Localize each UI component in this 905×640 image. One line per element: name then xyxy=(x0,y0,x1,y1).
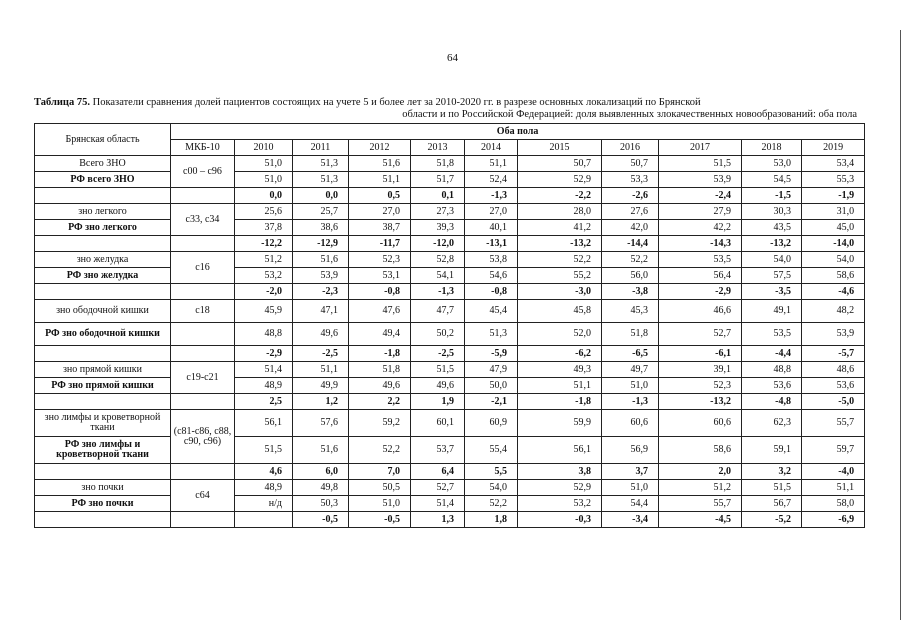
rf-value-cell: 57,5 xyxy=(742,268,802,284)
difference-value-cell: -2,0 xyxy=(235,284,293,300)
region-value-cell: 47,9 xyxy=(465,362,518,378)
difference-value-cell: -6,5 xyxy=(602,346,659,362)
region-value-cell: 31,0 xyxy=(802,204,865,220)
region-value-cell: 50,7 xyxy=(518,156,602,172)
rf-value-cell: 55,7 xyxy=(659,496,742,512)
table-row-difference xyxy=(35,346,865,362)
difference-value-cell: -1,5 xyxy=(742,188,802,204)
difference-value-cell: 1,2 xyxy=(293,394,349,410)
difference-value-cell: -12,9 xyxy=(293,236,349,252)
difference-value-cell: -0,3 xyxy=(518,512,602,528)
table-row-rf xyxy=(35,268,865,284)
difference-value-cell: -11,7 xyxy=(349,236,411,252)
difference-value-cell: -12,2 xyxy=(235,236,293,252)
region-value-cell: 54,0 xyxy=(742,252,802,268)
region-value-cell: 48,8 xyxy=(742,362,802,378)
rf-value-cell: 53,9 xyxy=(659,172,742,188)
difference-value-cell: 6,4 xyxy=(411,464,465,480)
rf-value-cell: 56,9 xyxy=(602,437,659,464)
icd-code-cell: с33, с34 xyxy=(171,204,235,236)
rf-value-cell: 53,2 xyxy=(235,268,293,284)
difference-value-cell: -12,0 xyxy=(411,236,465,252)
rf-value-cell: 48,8 xyxy=(235,323,293,346)
table-row-region xyxy=(35,480,865,496)
rf-value-cell: 55,2 xyxy=(518,268,602,284)
rf-value-cell: 51,3 xyxy=(465,323,518,346)
difference-value-cell: 2,0 xyxy=(659,464,742,480)
header-year: 2014 xyxy=(465,140,518,156)
empty-cell xyxy=(35,188,171,204)
region-value-cell: 47,6 xyxy=(349,300,411,323)
table-row-region xyxy=(35,300,865,323)
rf-label-cell: РФ всего ЗНО xyxy=(35,172,171,188)
region-value-cell: 62,3 xyxy=(742,410,802,437)
region-value-cell: 54,0 xyxy=(465,480,518,496)
region-value-cell: 47,1 xyxy=(293,300,349,323)
region-value-cell: 45,3 xyxy=(602,300,659,323)
difference-value-cell: 1,3 xyxy=(411,512,465,528)
rf-value-cell: 51,0 xyxy=(349,496,411,512)
region-value-cell: 57,6 xyxy=(293,410,349,437)
region-value-cell: 49,8 xyxy=(293,480,349,496)
rf-value-cell: н/д xyxy=(235,496,293,512)
difference-value-cell: -4,5 xyxy=(659,512,742,528)
table-row-rf xyxy=(35,323,865,346)
empty-cell xyxy=(35,346,171,362)
region-label-cell: зно прямой кишки xyxy=(35,362,171,378)
region-value-cell: 49,7 xyxy=(602,362,659,378)
rf-value-cell: 56,4 xyxy=(659,268,742,284)
table-row-difference xyxy=(35,236,865,252)
difference-value-cell: -2,9 xyxy=(235,346,293,362)
region-value-cell: 25,7 xyxy=(293,204,349,220)
empty-cell xyxy=(171,236,235,252)
difference-value-cell: 0,1 xyxy=(411,188,465,204)
rf-value-cell: 39,3 xyxy=(411,220,465,236)
difference-value-cell: 4,6 xyxy=(235,464,293,480)
difference-value-cell: 3,8 xyxy=(518,464,602,480)
difference-value-cell: 1,9 xyxy=(411,394,465,410)
region-value-cell: 54,0 xyxy=(802,252,865,268)
rf-value-cell: 51,3 xyxy=(293,172,349,188)
region-value-cell: 56,1 xyxy=(235,410,293,437)
rf-value-cell: 51,1 xyxy=(518,378,602,394)
difference-value-cell: -2,6 xyxy=(602,188,659,204)
header-year: 2016 xyxy=(602,140,659,156)
difference-value-cell: -6,9 xyxy=(802,512,865,528)
rf-label-cell: РФ зно желудка xyxy=(35,268,171,284)
rf-value-cell: 50,2 xyxy=(411,323,465,346)
rf-value-cell: 56,1 xyxy=(518,437,602,464)
rf-value-cell: 55,4 xyxy=(465,437,518,464)
difference-value-cell: -2,1 xyxy=(465,394,518,410)
icd-code-cell: с19-с21 xyxy=(171,362,235,394)
table-row-rf xyxy=(35,437,865,464)
rf-value-cell: 50,0 xyxy=(465,378,518,394)
region-value-cell: 51,6 xyxy=(293,252,349,268)
region-value-cell: 48,2 xyxy=(802,300,865,323)
table-row-rf xyxy=(35,220,865,236)
region-value-cell: 49,1 xyxy=(742,300,802,323)
difference-value-cell: -4,6 xyxy=(802,284,865,300)
region-value-cell: 28,0 xyxy=(518,204,602,220)
rf-value-cell: 59,7 xyxy=(802,437,865,464)
region-value-cell: 53,8 xyxy=(465,252,518,268)
difference-value-cell: 0,5 xyxy=(349,188,411,204)
difference-value-cell xyxy=(235,512,293,528)
table-row-difference xyxy=(35,284,865,300)
difference-value-cell: -13,2 xyxy=(518,236,602,252)
difference-value-cell: -0,8 xyxy=(465,284,518,300)
difference-value-cell: 2,5 xyxy=(235,394,293,410)
rf-value-cell: 41,2 xyxy=(518,220,602,236)
region-label-cell: Всего ЗНО xyxy=(35,156,171,172)
page-number: 64 xyxy=(447,52,458,64)
region-value-cell: 52,9 xyxy=(518,480,602,496)
empty-cell xyxy=(171,512,235,528)
region-value-cell: 45,9 xyxy=(235,300,293,323)
region-value-cell: 51,5 xyxy=(411,362,465,378)
rf-value-cell: 54,4 xyxy=(602,496,659,512)
difference-value-cell: -13,2 xyxy=(742,236,802,252)
rf-value-cell: 58,6 xyxy=(659,437,742,464)
rf-value-cell: 53,1 xyxy=(349,268,411,284)
header-year: 2012 xyxy=(349,140,411,156)
difference-value-cell: -0,5 xyxy=(349,512,411,528)
rf-label-cell: РФ зно лимфы и кроветворной ткани xyxy=(35,437,171,464)
header-icd: МКБ-10 xyxy=(171,140,235,156)
rf-label-cell: РФ зно почки xyxy=(35,496,171,512)
rf-value-cell: 51,8 xyxy=(602,323,659,346)
difference-value-cell: 3,7 xyxy=(602,464,659,480)
table-row-difference xyxy=(35,464,865,480)
rf-label-cell: РФ зно прямой кишки xyxy=(35,378,171,394)
rf-value-cell: 37,8 xyxy=(235,220,293,236)
region-value-cell: 27,0 xyxy=(349,204,411,220)
difference-value-cell: -1,9 xyxy=(802,188,865,204)
rf-value-cell: 52,9 xyxy=(518,172,602,188)
region-value-cell: 52,7 xyxy=(411,480,465,496)
table-row-rf xyxy=(35,496,865,512)
difference-value-cell: -5,9 xyxy=(465,346,518,362)
region-label-cell: зно ободочной кишки xyxy=(35,300,171,323)
rf-value-cell: 49,6 xyxy=(293,323,349,346)
table-row-region xyxy=(35,252,865,268)
rf-value-cell: 50,3 xyxy=(293,496,349,512)
rf-value-cell: 53,3 xyxy=(602,172,659,188)
rf-value-cell: 53,5 xyxy=(742,323,802,346)
region-value-cell: 53,0 xyxy=(742,156,802,172)
rf-value-cell: 54,5 xyxy=(742,172,802,188)
table-row-difference xyxy=(35,188,865,204)
difference-value-cell: -2,4 xyxy=(659,188,742,204)
region-value-cell: 51,8 xyxy=(411,156,465,172)
region-value-cell: 27,0 xyxy=(465,204,518,220)
header-year: 2018 xyxy=(742,140,802,156)
header-year: 2015 xyxy=(518,140,602,156)
rf-value-cell: 52,7 xyxy=(659,323,742,346)
header-group-both-sexes: Оба пола xyxy=(171,124,865,140)
table-row-rf xyxy=(35,172,865,188)
difference-value-cell: -5,2 xyxy=(742,512,802,528)
difference-value-cell: -2,3 xyxy=(293,284,349,300)
header-year: 2010 xyxy=(235,140,293,156)
rf-value-cell: 56,0 xyxy=(602,268,659,284)
table-row-region xyxy=(35,156,865,172)
region-label-cell: зно лимфы и кроветворной ткани xyxy=(35,410,171,437)
region-value-cell: 48,9 xyxy=(235,480,293,496)
rf-label-cell: РФ зно легкого xyxy=(35,220,171,236)
rf-value-cell: 49,9 xyxy=(293,378,349,394)
rf-value-cell: 52,0 xyxy=(518,323,602,346)
difference-value-cell: -13,2 xyxy=(659,394,742,410)
rf-value-cell: 53,9 xyxy=(802,323,865,346)
table-row-rf xyxy=(35,378,865,394)
difference-value-cell: 7,0 xyxy=(349,464,411,480)
difference-value-cell: -1,3 xyxy=(465,188,518,204)
empty-cell xyxy=(171,188,235,204)
region-value-cell: 50,7 xyxy=(602,156,659,172)
region-value-cell: 51,0 xyxy=(602,480,659,496)
difference-value-cell: 3,2 xyxy=(742,464,802,480)
rf-value-cell: 53,6 xyxy=(802,378,865,394)
rf-value-cell: 55,3 xyxy=(802,172,865,188)
difference-value-cell: -3,5 xyxy=(742,284,802,300)
rf-value-cell: 56,7 xyxy=(742,496,802,512)
region-value-cell: 51,6 xyxy=(349,156,411,172)
region-value-cell: 49,3 xyxy=(518,362,602,378)
rf-value-cell: 54,1 xyxy=(411,268,465,284)
rf-value-cell: 49,4 xyxy=(349,323,411,346)
comparison-table xyxy=(34,123,865,528)
icd-code-cell: с00 – с96 xyxy=(171,156,235,188)
icd-code-cell: с16 xyxy=(171,252,235,284)
difference-value-cell: -0,5 xyxy=(293,512,349,528)
table-row-region xyxy=(35,410,865,437)
difference-value-cell: -2,5 xyxy=(293,346,349,362)
rf-value-cell: 51,1 xyxy=(349,172,411,188)
header-region: Брянская область xyxy=(35,124,171,156)
empty-cell xyxy=(171,394,235,410)
empty-cell xyxy=(35,236,171,252)
region-value-cell: 27,3 xyxy=(411,204,465,220)
region-value-cell: 51,1 xyxy=(293,362,349,378)
region-value-cell: 51,5 xyxy=(742,480,802,496)
difference-value-cell: -5,0 xyxy=(802,394,865,410)
region-value-cell: 51,3 xyxy=(293,156,349,172)
rf-value-cell: 53,9 xyxy=(293,268,349,284)
difference-value-cell: 2,2 xyxy=(349,394,411,410)
rf-value-cell: 53,2 xyxy=(518,496,602,512)
rf-value-cell: 51,0 xyxy=(602,378,659,394)
difference-value-cell: -0,8 xyxy=(349,284,411,300)
region-value-cell: 45,4 xyxy=(465,300,518,323)
difference-value-cell: -6,1 xyxy=(659,346,742,362)
header-year: 2019 xyxy=(802,140,865,156)
empty-cell xyxy=(171,284,235,300)
rf-value-cell: 38,7 xyxy=(349,220,411,236)
rf-value-cell: 51,4 xyxy=(411,496,465,512)
rf-value-cell: 58,0 xyxy=(802,496,865,512)
difference-value-cell: -13,1 xyxy=(465,236,518,252)
rf-value-cell: 49,6 xyxy=(349,378,411,394)
difference-value-cell: -1,8 xyxy=(518,394,602,410)
difference-value-cell: -14,0 xyxy=(802,236,865,252)
rf-value-cell: 45,0 xyxy=(802,220,865,236)
region-value-cell: 30,3 xyxy=(742,204,802,220)
region-label-cell: зно почки xyxy=(35,480,171,496)
region-value-cell: 45,8 xyxy=(518,300,602,323)
region-value-cell: 50,5 xyxy=(349,480,411,496)
difference-value-cell: -14,3 xyxy=(659,236,742,252)
rf-value-cell: 51,5 xyxy=(235,437,293,464)
region-value-cell: 52,3 xyxy=(349,252,411,268)
rf-value-cell: 52,3 xyxy=(659,378,742,394)
region-value-cell: 51,0 xyxy=(235,156,293,172)
table-caption xyxy=(34,97,857,121)
rf-value-cell: 42,0 xyxy=(602,220,659,236)
region-value-cell: 59,2 xyxy=(349,410,411,437)
icd-code-cell: с64 xyxy=(171,480,235,512)
region-value-cell: 52,2 xyxy=(518,252,602,268)
difference-value-cell: 0,0 xyxy=(293,188,349,204)
rf-value-cell: 52,2 xyxy=(349,437,411,464)
icd-code-cell-empty xyxy=(171,323,235,346)
region-label-cell: зно легкого xyxy=(35,204,171,220)
region-value-cell: 51,5 xyxy=(659,156,742,172)
difference-value-cell: -3,0 xyxy=(518,284,602,300)
table-row-region xyxy=(35,362,865,378)
difference-value-cell: -1,3 xyxy=(411,284,465,300)
rf-value-cell: 51,6 xyxy=(293,437,349,464)
region-value-cell: 60,6 xyxy=(602,410,659,437)
rf-value-cell: 59,1 xyxy=(742,437,802,464)
rf-label-cell: РФ зно ободочной кишки xyxy=(35,323,171,346)
difference-value-cell: -4,8 xyxy=(742,394,802,410)
rf-value-cell: 53,7 xyxy=(411,437,465,464)
region-value-cell: 51,1 xyxy=(465,156,518,172)
empty-cell xyxy=(171,464,235,480)
region-value-cell: 25,6 xyxy=(235,204,293,220)
difference-value-cell: -1,3 xyxy=(602,394,659,410)
region-value-cell: 51,4 xyxy=(235,362,293,378)
empty-cell xyxy=(35,512,171,528)
difference-value-cell: -2,2 xyxy=(518,188,602,204)
icd-code-cell: (с81-с86, с88, с90, с96) xyxy=(171,410,235,464)
region-value-cell: 51,8 xyxy=(349,362,411,378)
rf-value-cell: 43,5 xyxy=(742,220,802,236)
region-value-cell: 48,6 xyxy=(802,362,865,378)
table-row-region xyxy=(35,204,865,220)
difference-value-cell: -6,2 xyxy=(518,346,602,362)
page-edge-rule xyxy=(900,30,901,620)
region-value-cell: 39,1 xyxy=(659,362,742,378)
rf-value-cell: 49,6 xyxy=(411,378,465,394)
rf-value-cell: 48,9 xyxy=(235,378,293,394)
region-value-cell: 60,6 xyxy=(659,410,742,437)
region-value-cell: 53,5 xyxy=(659,252,742,268)
rf-value-cell: 54,6 xyxy=(465,268,518,284)
rf-value-cell: 58,6 xyxy=(802,268,865,284)
table-caption-label: Таблица 75. xyxy=(34,97,90,108)
difference-value-cell: 0,0 xyxy=(235,188,293,204)
rf-value-cell: 52,4 xyxy=(465,172,518,188)
difference-value-cell: -1,8 xyxy=(349,346,411,362)
difference-value-cell: -5,7 xyxy=(802,346,865,362)
rf-value-cell: 42,2 xyxy=(659,220,742,236)
header-year: 2017 xyxy=(659,140,742,156)
region-label-cell: зно желудка xyxy=(35,252,171,268)
region-value-cell: 27,6 xyxy=(602,204,659,220)
rf-value-cell: 53,6 xyxy=(742,378,802,394)
empty-cell xyxy=(35,394,171,410)
region-value-cell: 47,7 xyxy=(411,300,465,323)
table-row-difference xyxy=(35,394,865,410)
icd-code-cell: с18 xyxy=(171,300,235,323)
header-row-group xyxy=(35,124,865,140)
region-value-cell: 51,2 xyxy=(659,480,742,496)
difference-value-cell: -2,5 xyxy=(411,346,465,362)
difference-value-cell: -3,4 xyxy=(602,512,659,528)
table-body xyxy=(35,124,865,528)
table-caption-line1: Показатели сравнения долей пациентов состоящих на учете 5 и более лет за 2010-2020 гг. в разрезе основных локализаций по Брянской xyxy=(89,97,701,108)
rf-value-cell: 52,2 xyxy=(465,496,518,512)
region-value-cell: 27,9 xyxy=(659,204,742,220)
difference-value-cell: -4,4 xyxy=(742,346,802,362)
region-value-cell: 52,8 xyxy=(411,252,465,268)
table-caption-line2: области и по Российской Федерацией: доля выявленных злокачественных новообразований: оба пола xyxy=(402,109,857,120)
header-year: 2011 xyxy=(293,140,349,156)
table-row-difference xyxy=(35,512,865,528)
region-value-cell: 53,4 xyxy=(802,156,865,172)
rf-value-cell: 51,7 xyxy=(411,172,465,188)
empty-cell xyxy=(35,464,171,480)
rf-value-cell: 51,0 xyxy=(235,172,293,188)
rf-value-cell: 40,1 xyxy=(465,220,518,236)
difference-value-cell: 1,8 xyxy=(465,512,518,528)
difference-value-cell: -3,8 xyxy=(602,284,659,300)
difference-value-cell: 6,0 xyxy=(293,464,349,480)
region-value-cell: 60,9 xyxy=(465,410,518,437)
difference-value-cell: -2,9 xyxy=(659,284,742,300)
difference-value-cell: -4,0 xyxy=(802,464,865,480)
difference-value-cell: -14,4 xyxy=(602,236,659,252)
empty-cell xyxy=(171,346,235,362)
region-value-cell: 59,9 xyxy=(518,410,602,437)
difference-value-cell: 5,5 xyxy=(465,464,518,480)
region-value-cell: 60,1 xyxy=(411,410,465,437)
rf-value-cell: 38,6 xyxy=(293,220,349,236)
region-value-cell: 51,2 xyxy=(235,252,293,268)
region-value-cell: 51,1 xyxy=(802,480,865,496)
region-value-cell: 55,7 xyxy=(802,410,865,437)
header-year: 2013 xyxy=(411,140,465,156)
region-value-cell: 52,2 xyxy=(602,252,659,268)
region-value-cell: 46,6 xyxy=(659,300,742,323)
empty-cell xyxy=(35,284,171,300)
